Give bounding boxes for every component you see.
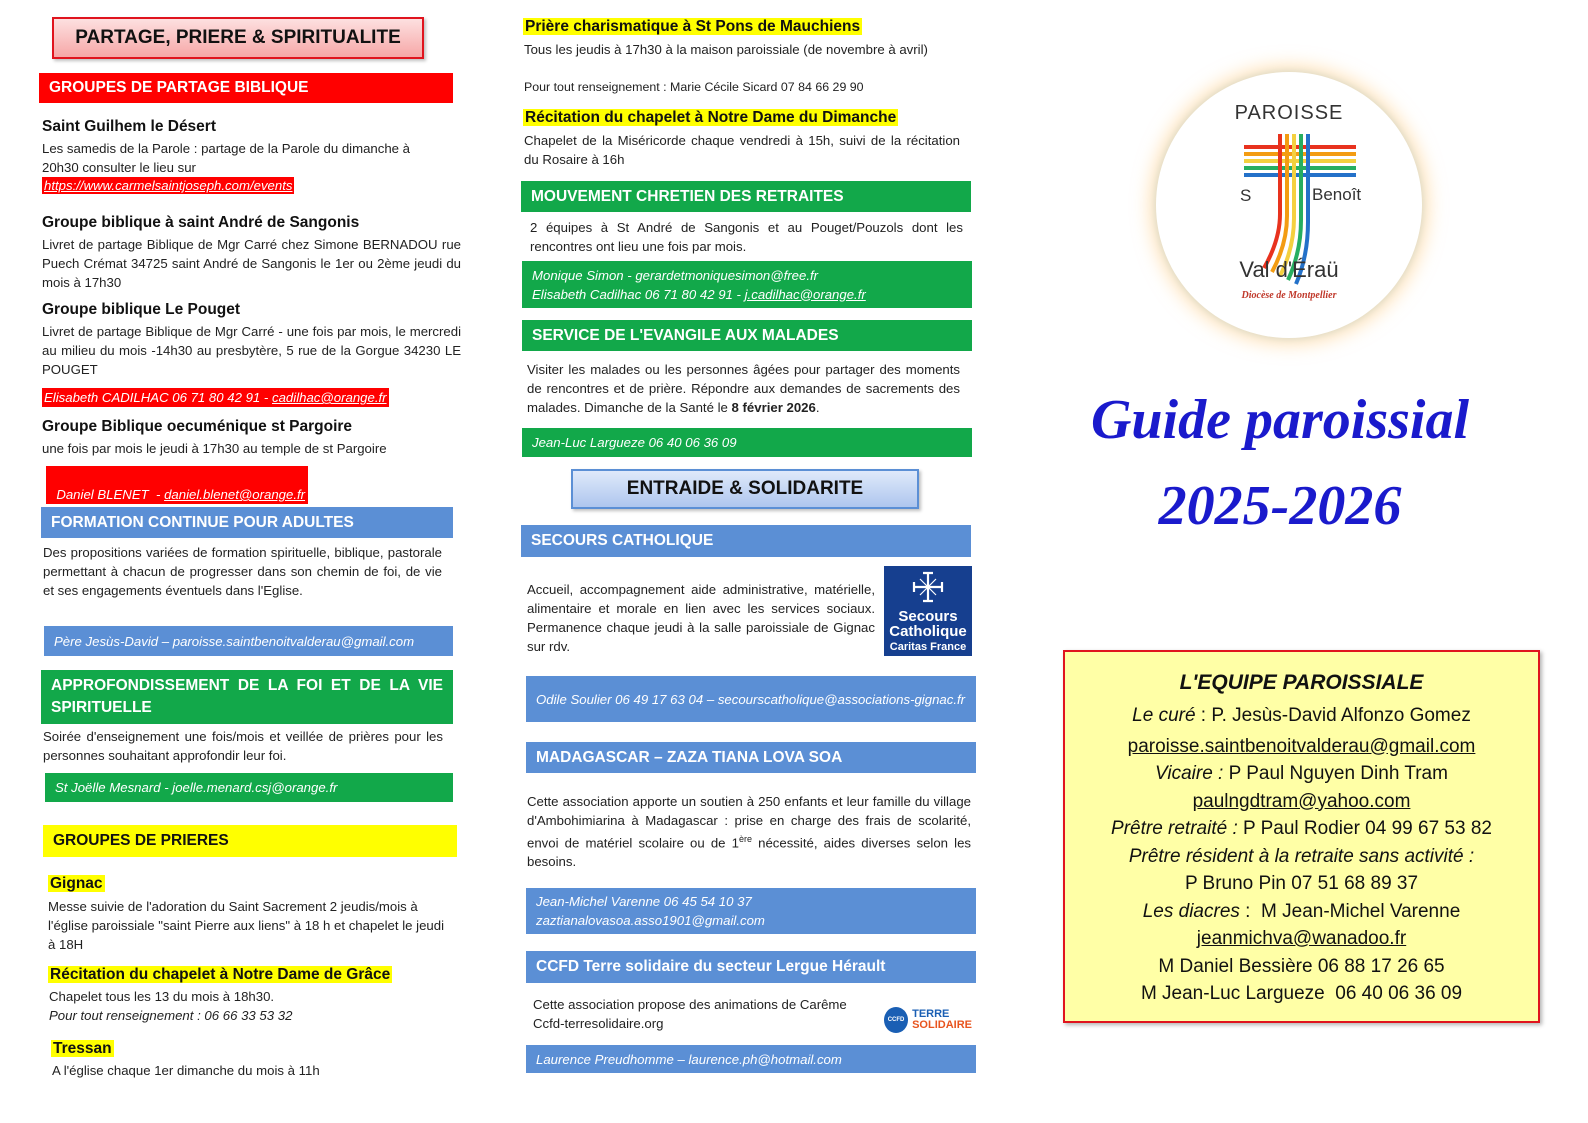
team-retraite bbox=[1065, 815, 1538, 843]
role-label: Prêtre retraité : bbox=[1111, 818, 1238, 839]
logo-benoit-text: Benoît bbox=[1312, 185, 1362, 204]
contact-pargoire bbox=[46, 466, 308, 504]
role-label: Prêtre résident à la retraite sans activité : bbox=[1128, 845, 1475, 867]
email-link[interactable]: paulngdtram@yahoo.com bbox=[1192, 790, 1411, 812]
heading-pouget: Groupe biblique Le Pouget bbox=[42, 301, 241, 318]
email-link[interactable]: daniel.blenet@orange.fr bbox=[164, 487, 306, 502]
contact-secours bbox=[526, 676, 976, 722]
bar-groupes-prieres bbox=[43, 825, 457, 857]
contact-text: Jean-Luc Largueze 06 40 06 36 09 bbox=[532, 435, 737, 450]
text-body: Cette association apporte un soutien à 250 enfants et leur famille du village d'Ambohimiarina à Madagascar : prise en charge des frais de scolarité, envoi de matériel scolaire ou de 1 bbox=[527, 794, 971, 851]
bar-label: GROUPES DE PARTAGE BIBLIQUE bbox=[49, 79, 309, 96]
contact-email: zaztianalovasoa.asso1901@gmail.com bbox=[536, 913, 765, 928]
contact-text: Père Jesùs-David – paroisse.saintbenoitvalderau@gmail.com bbox=[54, 633, 415, 649]
bar-label: SERVICE DE L'EVANGILE AUX MALADES bbox=[532, 326, 839, 344]
equipe-paroissiale-box bbox=[1063, 650, 1540, 1023]
email-link[interactable]: jeanmichva@wanadoo.fr bbox=[1196, 928, 1407, 949]
separator: : bbox=[1239, 900, 1262, 922]
heading-grace bbox=[48, 966, 392, 984]
logo-text: Catholique bbox=[889, 623, 967, 640]
bar-label: MOUVEMENT CHRETIEN DES RETRAITES bbox=[531, 187, 844, 205]
bar-label: SECOURS CATHOLIQUE bbox=[531, 532, 714, 549]
contact-text-2 bbox=[532, 285, 962, 304]
text-pouget: Livret de partage Biblique de Mgr Carré - une fois par mois, le mercredi au milieu du mois -14h30 au presbytère, 5 rue de la Gorgue 34230 LE POUGET bbox=[42, 324, 461, 377]
heading-tressan bbox=[51, 1040, 114, 1058]
role-label: Les diacres bbox=[1142, 900, 1240, 922]
bar-malades bbox=[522, 320, 972, 351]
section-title-entraide bbox=[571, 469, 919, 509]
heading-text: Gignac bbox=[50, 875, 103, 892]
contact-text: Odile Soulier 06 49 17 63 04 – secourscatholique@associations-gignac.fr bbox=[536, 691, 966, 707]
contact-madagascar bbox=[526, 888, 976, 934]
heading-text: Tressan bbox=[53, 1040, 112, 1057]
heading-pargoire: Groupe Biblique oecuménique st Pargoire bbox=[42, 418, 353, 435]
bar-label: CCFD Terre solidaire du secteur Lergue Hérault bbox=[536, 958, 886, 975]
text-ccfd-2: Ccfd-terresolidaire.org bbox=[533, 1016, 664, 1031]
section-title-partage bbox=[52, 17, 424, 59]
text-guilhem: Les samedis de la Parole : partage de la Parole du dimanche à 20h30 consulter le lieu sur bbox=[42, 141, 411, 175]
contact-name: Daniel BLENET - bbox=[56, 487, 165, 502]
guide-years: 2025-2026 bbox=[1158, 475, 1402, 537]
contact-text: Monique Simon - gerardetmoniquesimon@free.fr bbox=[532, 267, 819, 283]
text-secours: Accueil, accompagnement aide administrative, matérielle, alimentaire et morale en lien avec les services sociaux. Permanence chaque jeudi à la salle paroissiale de Gignac sur rdv. bbox=[527, 582, 875, 654]
guide-title: Guide paroissial bbox=[1090, 389, 1470, 451]
bar-madagascar bbox=[526, 742, 976, 773]
text-body: Visiter les malades ou les personnes âgées pour partager des moments de rencontres et de prière. Répondre aux demandes de sacrements des malades. Dimanche de la Santé le bbox=[527, 362, 960, 415]
text-dimanche: Chapelet de la Miséricorde chaque vendredi à 15h, suivi de la récitation du Rosaire à 16h bbox=[524, 133, 960, 167]
heading-pons bbox=[523, 18, 862, 36]
superscript: ère bbox=[738, 834, 752, 844]
logo-diocese-text: Diocèse de Montpellier bbox=[1241, 290, 1337, 301]
person-name: P. Jesùs-David Alfonzo Gomez bbox=[1211, 705, 1471, 726]
ccfd-wordmark bbox=[912, 1009, 972, 1031]
heading-andre: Groupe biblique à saint André de Sangonis bbox=[42, 214, 360, 231]
team-title: L'EQUIPE PAROISSIALE bbox=[1179, 671, 1424, 694]
text-formation: Des propositions variées de formation spirituelle, biblique, pastorale permettant à chacun de progresser dans son chemin de foi, de vie et ses engagements éventuels dans l'Eglise. bbox=[43, 545, 442, 598]
text-retraites: 2 équipes à St André de Sangonis et au Pouget/Pouzols dont les rencontres ont lieu une fois par mois. bbox=[530, 220, 963, 254]
team-cure-email bbox=[1065, 733, 1538, 761]
bar-label: GROUPES DE PRIERES bbox=[53, 832, 229, 849]
role-label: Le curé bbox=[1132, 705, 1196, 726]
bar-label: APPROFONDISSEMENT DE LA FOI ET DE LA VIE SPIRITUELLE bbox=[51, 677, 443, 716]
team-diacre2: M Daniel Bessière 06 88 17 26 65 bbox=[1158, 955, 1445, 977]
heading-text: Récitation du chapelet à Notre Dame de Grâce bbox=[50, 966, 391, 983]
text-andre: Livret de partage Biblique de Mgr Carré chez Simone BERNADOU rue Puech Crémat 34725 saint André de Sangonis le 1er ou 2ème jeudi du mois à 17h30 bbox=[42, 237, 461, 290]
bar-groupes-partage-biblique bbox=[39, 73, 453, 103]
bar-formation-continue bbox=[41, 507, 453, 538]
logo-text: Caritas France bbox=[889, 641, 967, 653]
contact-malades bbox=[522, 428, 972, 457]
team-diacre1-email bbox=[1065, 925, 1538, 953]
ccfd-circle-icon bbox=[884, 1007, 908, 1033]
logo-text: TERRE bbox=[912, 1008, 950, 1020]
contact-sep: - bbox=[260, 390, 272, 405]
team-cure bbox=[1065, 702, 1538, 730]
person-name: P Paul Nguyen Dinh Tram bbox=[1223, 763, 1448, 784]
logo-text: Secours bbox=[898, 608, 958, 625]
separator: : bbox=[1195, 705, 1212, 726]
person-name: P Paul Rodier 04 99 67 53 82 bbox=[1237, 818, 1492, 839]
paroisse-logo bbox=[1156, 72, 1422, 338]
text-pons: Tous les jeudis à 17h30 à la maison paroissiale (de novembre à avril) bbox=[524, 42, 928, 57]
text-ccfd-1: Cette association propose des animations de Carême bbox=[533, 997, 847, 1012]
logo-s-text: S bbox=[1240, 186, 1252, 205]
link-carmel-text[interactable]: https://www.carmelsaintjoseph.com/events bbox=[44, 178, 293, 193]
team-vicaire bbox=[1065, 760, 1538, 788]
email-link[interactable]: j.cadilhac@orange.fr bbox=[744, 286, 866, 302]
text-malades bbox=[527, 360, 960, 417]
email-link[interactable]: cadilhac@orange.fr bbox=[272, 390, 387, 405]
text-tressan: A l'église chaque 1er dimanche du mois à 11h bbox=[52, 1063, 320, 1078]
date-sante: 8 février 2026 bbox=[731, 400, 816, 415]
section-title-text: ENTRAIDE & SOLIDARITE bbox=[626, 478, 864, 499]
bar-label: MADAGASCAR – ZAZA TIANA LOVA SOA bbox=[536, 748, 843, 766]
info-grace: Pour tout renseignement : 06 66 33 53 32 bbox=[49, 1008, 293, 1023]
team-resident-name: P Bruno Pin 07 51 68 89 37 bbox=[1184, 873, 1419, 894]
text-pargoire: une fois par mois le jeudi à 17h30 au temple de st Pargoire bbox=[42, 441, 387, 456]
info-pons: Pour tout renseignement : Marie Cécile Sicard 07 84 66 29 90 bbox=[524, 80, 864, 94]
contact-text: Jean-Michel Varenne 06 45 54 10 37 bbox=[536, 894, 752, 909]
heading-text: Récitation du chapelet à Notre Dame du Dimanche bbox=[525, 109, 897, 126]
section-title-text: PARTAGE, PRIERE & SPIRITUALITE bbox=[75, 27, 401, 48]
contact-ccfd bbox=[526, 1045, 976, 1073]
email-link[interactable]: paroisse.saintbenoitvalderau@gmail.com bbox=[1127, 735, 1476, 757]
team-vicaire-email bbox=[1065, 788, 1538, 816]
contact-text: Laurence Preudhomme – laurence.ph@hotmail.com bbox=[536, 1051, 842, 1067]
bar-secours bbox=[521, 525, 971, 557]
team-diacre3: M Jean-Luc Largueze 06 40 06 36 09 bbox=[1140, 983, 1463, 1004]
contact-approfondissement bbox=[45, 773, 453, 802]
heading-text: Prière charismatique à St Pons de Mauchiens bbox=[525, 18, 861, 35]
role-label: Vicaire : bbox=[1155, 763, 1224, 784]
contact-formation bbox=[44, 626, 453, 656]
logo-text: CCFD bbox=[887, 1017, 905, 1023]
cross-icon bbox=[911, 570, 945, 604]
heading-guilhem: Saint Guilhem le Désert bbox=[42, 118, 216, 135]
contact-text: St Joëlle Mesnard - joelle.menard.csj@orange.fr bbox=[55, 780, 338, 795]
logo-paroisse-text: PAROISSE bbox=[1234, 102, 1344, 124]
bar-approfondissement bbox=[41, 670, 453, 724]
contact-name: Elisabeth Cadilhac 06 71 80 42 91 - bbox=[532, 286, 745, 302]
secours-catholique-logo bbox=[884, 566, 972, 656]
heading-gignac bbox=[48, 875, 105, 893]
bar-retraites bbox=[521, 181, 971, 212]
link-carmel[interactable] bbox=[42, 177, 294, 194]
contact-retraites bbox=[522, 261, 972, 308]
contact-pouget bbox=[42, 388, 389, 407]
contact-name: Elisabeth CADILHAC 06 71 80 42 91 bbox=[44, 390, 261, 405]
logo-text: SOLIDAIRE bbox=[912, 1019, 972, 1031]
text-gignac: Messe suivie de l'adoration du Saint Sacrement 2 jeudis/mois à l'église paroissiale "saint Pierre aux liens" à 18 h et chapelet le jeudi à 18H bbox=[48, 899, 445, 952]
ccfd-logo bbox=[884, 1004, 972, 1036]
bar-label: FORMATION CONTINUE POUR ADULTES bbox=[51, 513, 354, 531]
person-name: M Jean-Michel Varenne bbox=[1261, 900, 1461, 922]
text-end: . bbox=[815, 400, 820, 415]
logo-valderau-text: Val d'Éraü bbox=[1239, 257, 1339, 282]
text-grace: Chapelet tous les 13 du mois à 18h30. bbox=[49, 989, 275, 1004]
heading-dimanche bbox=[523, 109, 898, 127]
text-madagascar bbox=[527, 792, 971, 871]
team-diacres bbox=[1065, 898, 1538, 926]
text-approfondissement: Soirée d'enseignement une fois/mois et veillée de prières pour les personnes souhaitant approfondir leur foi. bbox=[43, 729, 443, 763]
bar-ccfd bbox=[526, 951, 976, 983]
team-resident-label bbox=[1065, 843, 1538, 871]
text-end: nécessité, aides diverses selon les besoins. bbox=[527, 835, 971, 870]
